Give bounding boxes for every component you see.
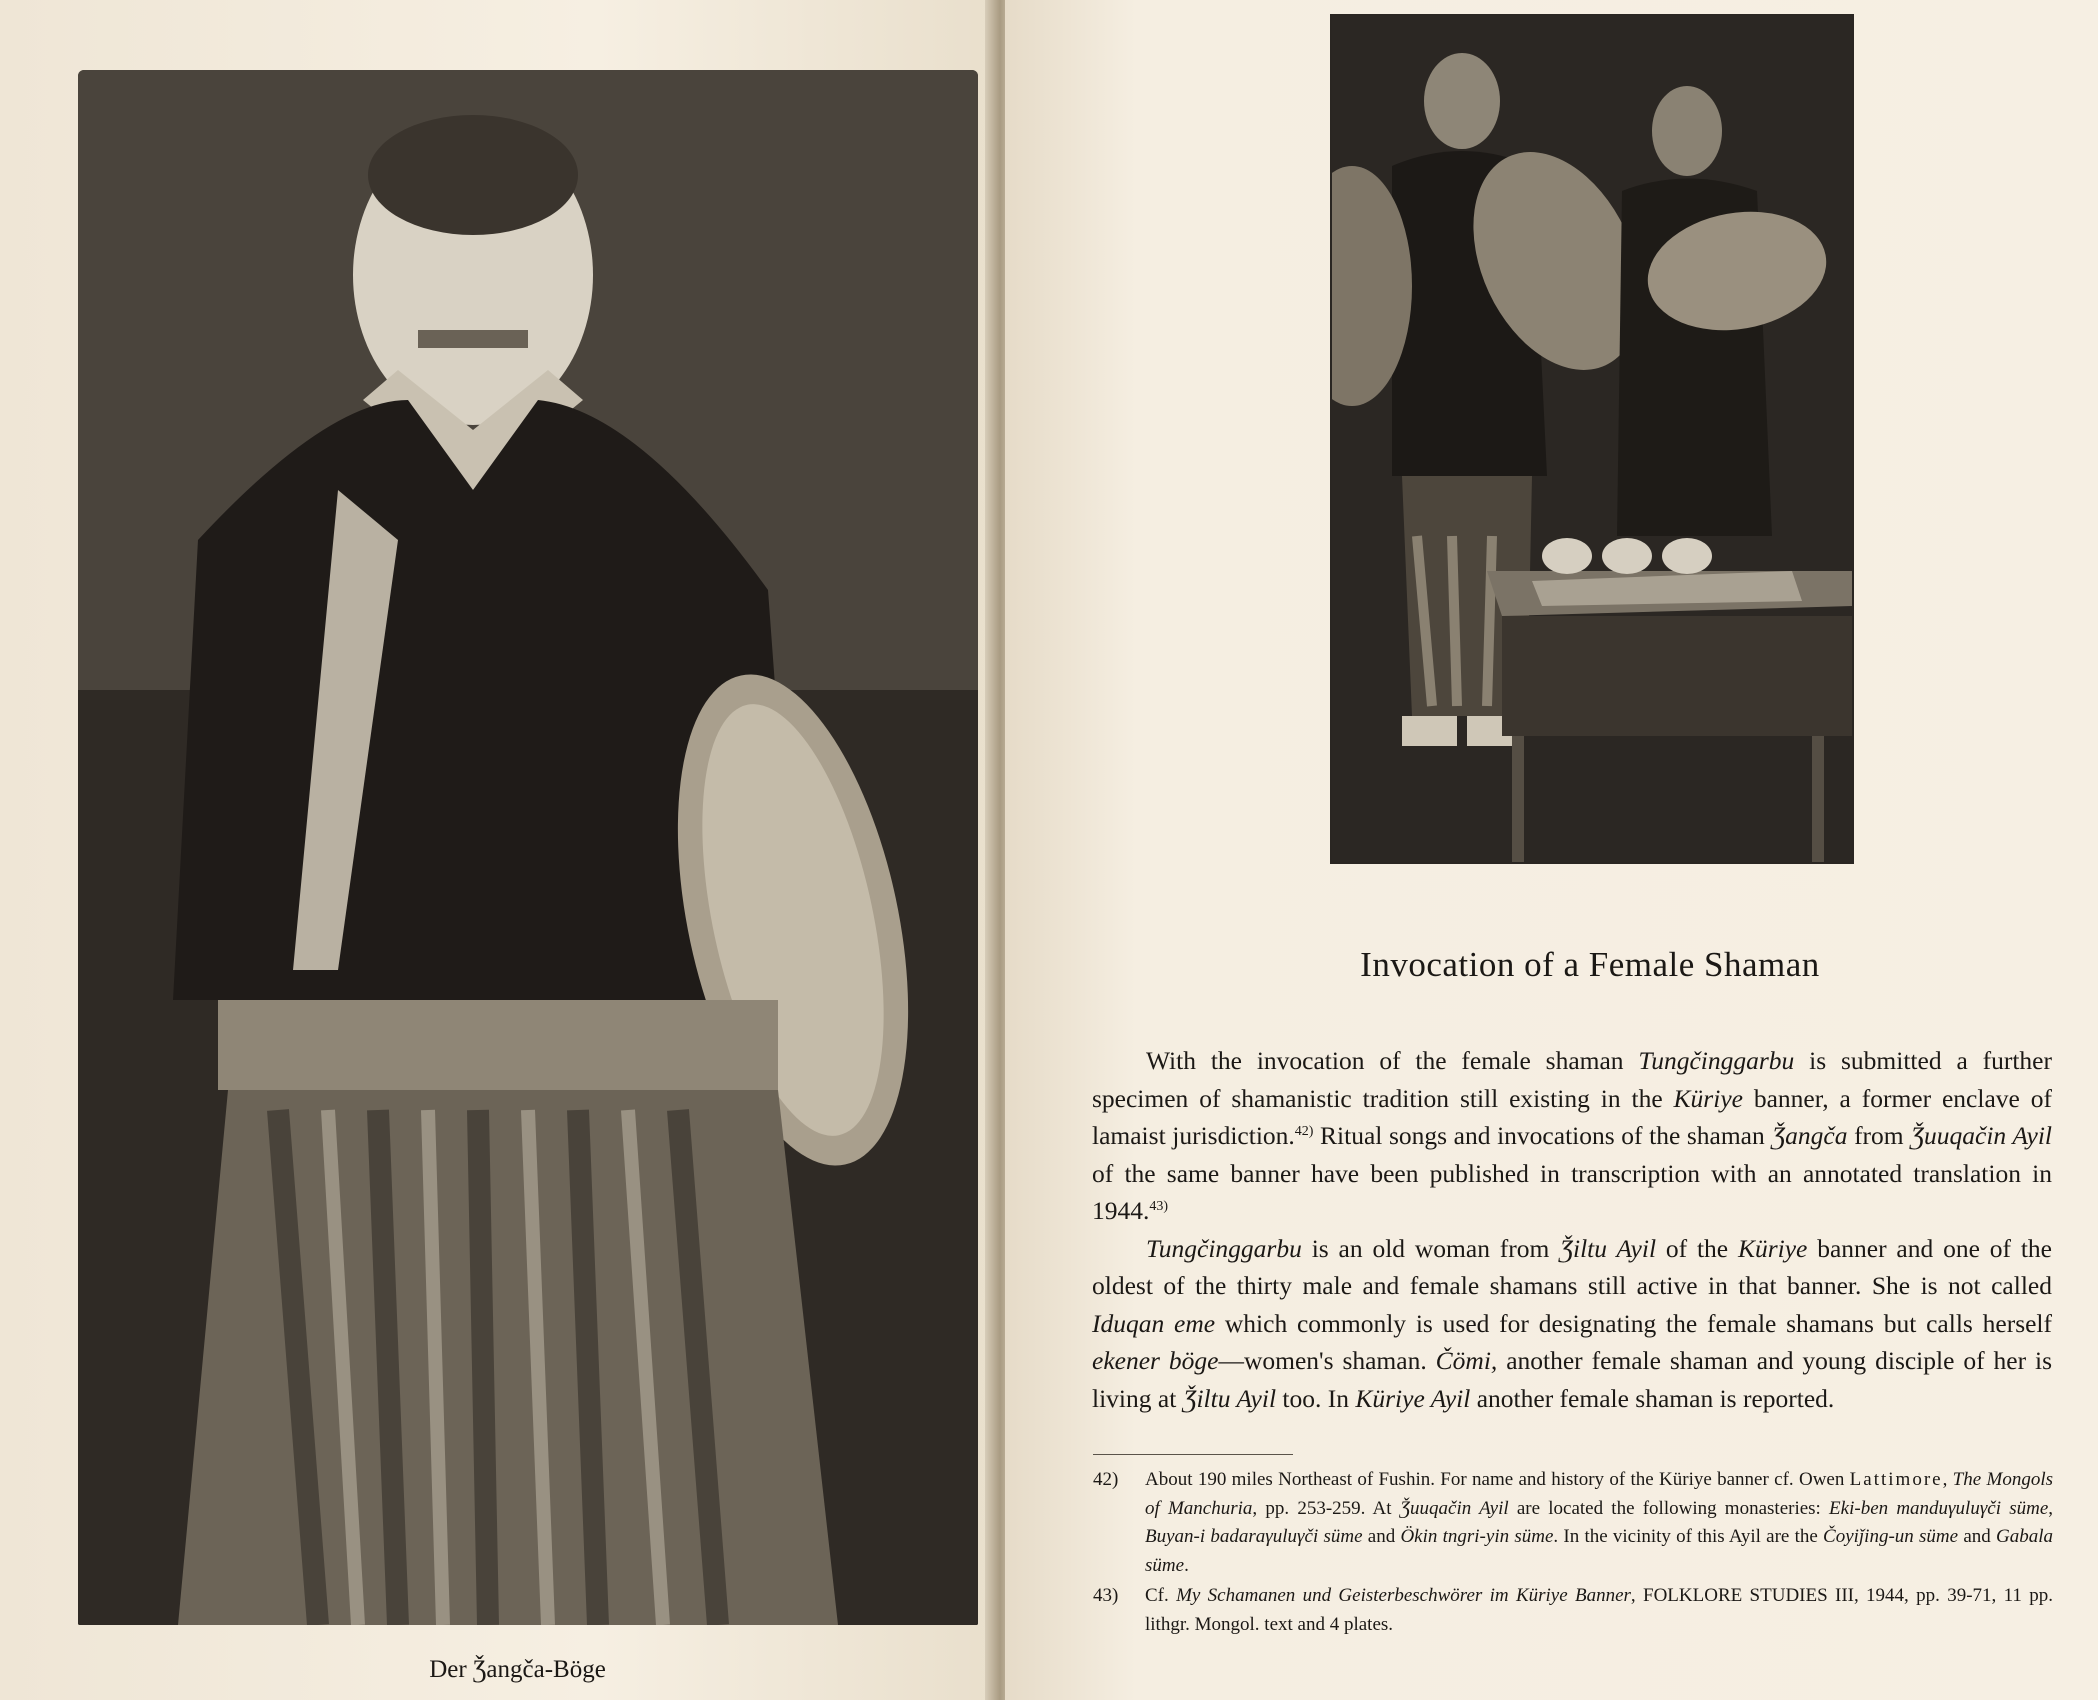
text-run: , FOLKLORE STUDIES III, 1944, pp. 39-71, 11 pp. lithgr. Mongol. text and 4 plates. [1145, 1585, 2053, 1635]
body-text [1092, 1042, 2052, 1417]
italic-name: Gabala süme [1145, 1526, 2053, 1576]
photo-female-shamans [1330, 14, 1854, 864]
text-run: of the [1656, 1233, 1738, 1263]
italic-name: Ökin tngri-yin süme [1400, 1526, 1554, 1547]
italic-name: Ǯuuqačin Ayil [1910, 1121, 2052, 1150]
italic-name: Eki-ben manduγuluγči süme [1829, 1497, 2049, 1519]
italic-name: Küriye [1737, 1233, 1808, 1263]
italic-name: Buyan-i badaraγuluγči süme [1145, 1526, 1363, 1547]
footnotes [1093, 1466, 2053, 1641]
text-run: Ritual songs and invocations of the shaman [1313, 1121, 1772, 1150]
text-run: About 190 miles Northeast of Fushin. For name and history of the Küriye banner cf. Owen [1145, 1469, 1850, 1490]
section-heading: Invocation of a Female Shaman [1360, 945, 1820, 984]
text-run: and [1362, 1526, 1401, 1547]
italic-name: Ǯiltu Ayil [1559, 1233, 1657, 1263]
italic-name: Čoyiǰing-un süme [1823, 1526, 1959, 1547]
author-name: Lattimore [1849, 1469, 1943, 1490]
footnote-number: 43) [1093, 1585, 1119, 1606]
text-run: another female shaman and young disciple of her is living at [1092, 1346, 2052, 1413]
italic-name: Tungčinggarbu [1638, 1046, 1795, 1075]
book-title: The Mongols of Manchuria [1145, 1469, 2053, 1519]
footnote-43 [1093, 1582, 2053, 1639]
footnote-42 [1093, 1466, 2053, 1580]
text-run: , [1942, 1469, 1953, 1490]
text-run: another female shaman is reported. [1470, 1383, 1835, 1413]
shamans-photo-illustration [1332, 16, 1852, 862]
text-run: . [1184, 1554, 1189, 1576]
text-run: which commonly is used for designating the female shamans but calls herself [1215, 1308, 2053, 1338]
italic-name: Iduqan eme [1092, 1308, 1216, 1338]
shaman-photo-illustration [78, 70, 978, 1625]
italic-name: Ǯangča [1771, 1121, 1848, 1150]
footnote-text [1145, 1466, 2053, 1580]
text-run: is an old woman from [1301, 1233, 1560, 1263]
photo-jangca-boge [78, 70, 978, 1625]
footnote-number: 42) [1093, 1469, 1119, 1490]
paragraph-1 [1092, 1042, 2052, 1230]
italic-name: Ǯuuqačin Ayil [1399, 1497, 1509, 1519]
footnote-divider [1093, 1454, 1293, 1455]
footnote-text [1145, 1582, 2053, 1639]
text-run: are located the following monasteries: [1508, 1497, 1830, 1519]
photo-caption-left: Der Ǯangča-Böge [429, 1656, 606, 1683]
italic-name: Ǯiltu Ayil [1182, 1383, 1277, 1413]
text-run: , [2048, 1497, 2054, 1519]
left-page [0, 0, 995, 1700]
text-run: and [1958, 1526, 1996, 1547]
italic-name: Küriye [1673, 1083, 1743, 1113]
footnote-ref-43[interactable]: 43) [1149, 1199, 1169, 1214]
text-run: With the invocation of the female shaman [1146, 1046, 1639, 1075]
text-run: , pp. 253-259. At [1252, 1497, 1400, 1519]
italic-name: Čömi, [1435, 1346, 1498, 1375]
text-run: banner and one of the oldest of the thirty male and female shamans still active in that banner. She is not called [1092, 1233, 2052, 1300]
text-run: of the same banner have been published in transcription with an annotated translation in 1944. [1092, 1158, 2052, 1225]
text-run: too. In [1276, 1383, 1356, 1413]
text-run: . In the vicinity of this Ayil are the [1553, 1526, 1824, 1547]
paragraph-2 [1092, 1230, 2052, 1418]
italic-name: Küriye Ayil [1355, 1383, 1471, 1413]
text-run: —women's shaman. [1218, 1346, 1436, 1375]
text-run: Cf. [1145, 1585, 1177, 1606]
text-run: is submitted a further specimen of shamanistic tradition still existing in the [1092, 1046, 2052, 1113]
book-title: My Schamanen und Geisterbeschwörer im Küriye Banner [1176, 1585, 1631, 1606]
footnote-ref-42[interactable]: 42) [1294, 1124, 1314, 1139]
text-run: from [1847, 1121, 1911, 1150]
italic-name: Tungčinggarbu [1146, 1233, 1302, 1263]
text-run: banner, a former enclave of lamaist jurisdiction. [1092, 1083, 2052, 1150]
italic-name: ekener böge [1092, 1346, 1219, 1375]
